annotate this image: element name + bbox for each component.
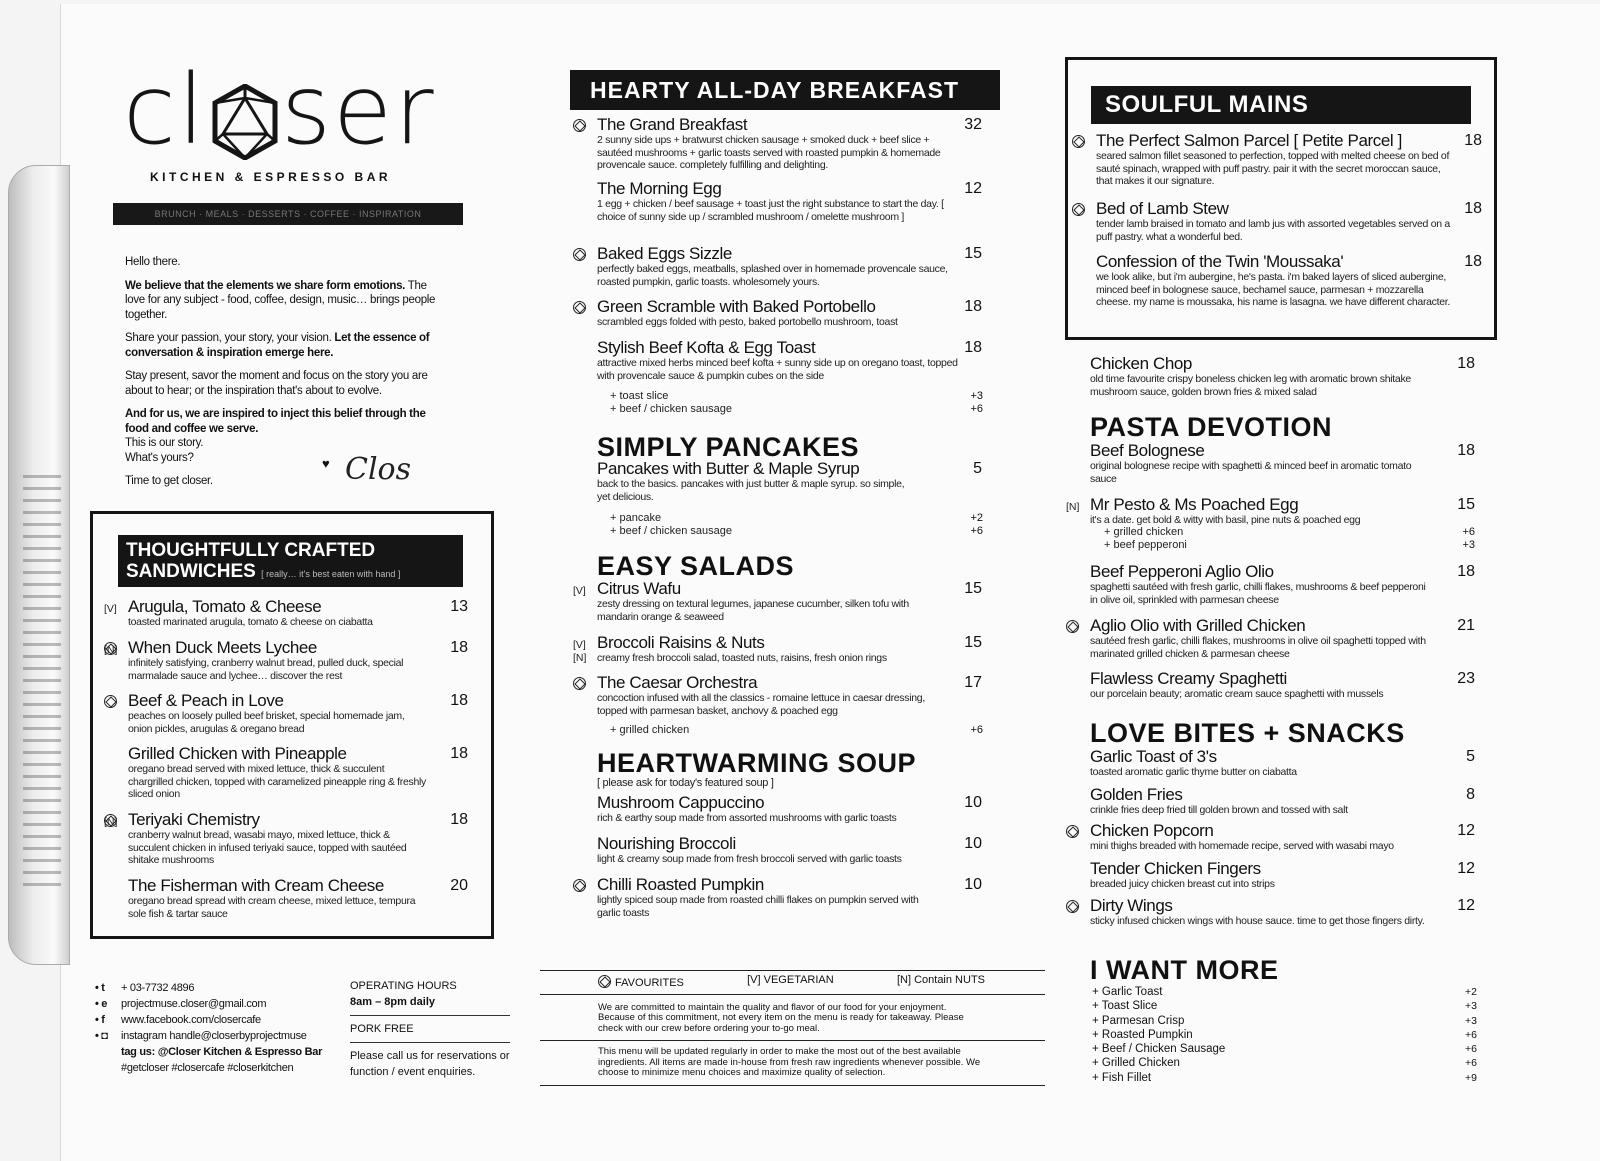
menu-item [1090,670,1475,701]
intro-text: Hello there. We believe that the elements we share form emotions. The love for any subject - food, coffee, design, music… brings people together. Share your passion, your story, your vision. Let the essence of conversation & inspiration emerge here. Stay present, savor the moment and focus on the story you are about to hear; or the inspiration that's about to evolve. And for us, we are inspired to inject this belief through the food and coffee we serve. This is our story. What's yours? Time to get closer. [125,255,445,498]
menu-item [104,810,468,867]
item-name: Grilled Chicken with Pineapple [128,744,347,763]
extra-row [1092,985,1477,999]
favourite-icon [104,695,117,708]
item-price: 18 [1457,355,1475,372]
menu-item [1090,860,1475,891]
extra-price: +9 [1465,1071,1477,1084]
item-description: 1 egg + chicken / beef sausage + toast just the right substance to start the day. [ choice of sunny side up / scrambled mushroom / omelette mushroom ] [597,198,944,223]
section-heading: I WANT MORE [1090,955,1279,985]
item-description: sautéed fresh garlic, chilli flakes, mushrooms in olive oil spaghetti topped with marinated grilled chicken & parmesan cheese [1090,635,1426,660]
item-price: 5 [973,460,982,477]
item-price: 32 [964,116,982,133]
addon-row [610,525,983,538]
item-price: 12 [1457,897,1475,914]
item-price: 18 [964,339,982,356]
item-name: Garlic Toast of 3's [1090,747,1217,766]
item-price: 18 [1464,200,1482,217]
menu-item [597,876,982,919]
menu-item [1090,897,1475,928]
item-price: 15 [964,245,982,262]
menu-item [104,597,468,629]
favourite-icon [573,119,586,132]
menu-item [1090,786,1475,817]
item-price: 15 [964,634,982,651]
extra-price: +3 [1465,1000,1477,1013]
section-heading: PASTA DEVOTION [1090,412,1333,442]
addon-row [610,390,983,403]
menu-item [104,638,468,682]
item-price: 18 [450,692,468,709]
sandwiches-box [90,511,494,939]
item-name: Flawless Creamy Spaghetti [1090,669,1287,688]
diet-tag: [N] [1066,501,1080,513]
item-price: 10 [964,876,982,893]
item-description: sticky infused chicken wings with house sauce. time to get those fingers dirty. [1090,915,1425,927]
addon-label: + grilled chicken [610,724,690,736]
menu-item [128,692,468,735]
item-name: Chicken Chop [1090,354,1192,373]
item-name: Stylish Beef Kofta & Egg Toast [597,338,816,357]
item-description: cranberry walnut bread, wasabi mayo, mixed lettuce, thick & succulent chicken in infused teriyaki sauce, topped with sautéed shitake mushrooms [128,829,407,866]
item-price: 12 [964,180,982,197]
left-column [85,0,515,1161]
item-description: back to the basics. pancakes with just butter & maple syrup. so simple, yet delicious. [597,478,905,503]
favourite-icon [573,301,586,314]
menu-item [1090,563,1475,606]
logo-text: cl [123,54,207,166]
menu-item [597,339,982,382]
item-price: 18 [1464,132,1482,149]
extra-label: + Beef / Chicken Sausage [1092,1043,1226,1056]
item-name: Tender Chicken Fingers [1090,859,1261,878]
addon-row [610,403,983,416]
section-heading: SIMPLY PANCAKES [597,432,860,462]
item-description: concoction infused with all the classics - romaine lettuce in caesar dressing, topped with parmesan basket, anchovy & poached egg [597,692,925,717]
item-name: Aglio Olio with Grilled Chicken [1090,616,1306,635]
item-price: 21 [1457,617,1475,634]
extra-row [1092,1028,1477,1042]
item-name: Beef Bolognese [1090,441,1205,460]
intro-greeting: Hello there. [125,256,181,268]
item-description: mini thighs breaded with homemade recipe, served with wasabi mayo [1090,840,1394,852]
section-heading: EASY SALADS [597,551,795,581]
item-price: 18 [450,811,468,828]
item-description: toasted aromatic garlic thyme butter on ciabatta [1090,766,1297,778]
menu-item [1090,355,1475,398]
logo-subtitle: KITCHEN & ESPRESSO BAR [150,170,392,184]
addon-row [610,724,983,737]
mains-box [1065,57,1497,340]
extra-label: + Roasted Pumpkin [1092,1028,1193,1041]
menu-item [128,877,468,920]
favourite-icon [1072,135,1085,148]
extra-row [1092,1042,1477,1056]
menu-item [1066,495,1475,527]
addon-label: + grilled chicken [1104,526,1184,538]
section-heading: LOVE BITES + SNACKS [1090,718,1405,748]
favourite-icon [573,677,586,690]
item-description: infinitely satisfying, cranberry walnut bread, pulled duck, special marmalade sauce and lychee… discover the rest [128,657,404,682]
hashtags: #getcloser #closercafe #closerkitchen [121,1062,294,1074]
item-description: spaghetti sautéed with fresh garlic, chilli flakes, mushrooms & beef pepperoni in olive oil, sprinkled with parmesan cheese [1090,581,1426,606]
favourite-icon [598,975,611,988]
intro-closing: Time to get closer. [125,475,213,487]
item-description: attractive mixed herbs minced beef kofta + sunny side up on oregano toast, topped with provencale sauce & pumpkin cubes on the side [597,357,958,382]
menu-item [1090,748,1475,779]
addon-label: + beef / chicken sausage [610,403,732,415]
favourite-icon [1066,900,1079,913]
tag-us: tag us: @Closer Kitchen & Espresso Bar [121,1046,323,1058]
addon-price: +6 [970,403,983,415]
soup-note: [ please ask for today's featured soup ] [597,777,774,789]
extra-price: +6 [1465,1028,1477,1041]
item-description: peaches on loosely pulled beef brisket, special homemade jam, onion pickles, arugulas & oregano bread [128,710,405,735]
menu-item [597,180,982,223]
item-description: zesty dressing on textural legumes, japanese cucumber, silken tofu with mandarin orange & seaweed [597,598,909,623]
email-address: projectmuse.closer@gmail.com [121,998,267,1010]
item-price: 18 [450,745,468,762]
item-name: The Grand Breakfast [597,115,748,134]
favourite-icon [1066,825,1079,838]
binder-edge [8,165,70,965]
menu-item [1096,253,1482,309]
addon-price: +3 [1462,539,1475,551]
item-price: 18 [450,639,468,656]
extra-label: + Grilled Chicken [1092,1057,1180,1070]
item-price: 10 [964,835,982,852]
item-price: 17 [964,674,982,691]
item-name: The Fisherman with Cream Cheese [128,876,384,895]
item-name: The Morning Egg [597,179,722,198]
menu-item [1090,822,1475,853]
diet-tag: [V] [104,603,117,615]
item-description: rich & earthy soup made from assorted mushrooms with garlic toasts [597,812,897,824]
item-name: Green Scramble with Baked Portobello [597,297,876,316]
item-description: oregano bread served with mixed lettuce, thick & succulent chargrilled chicken, topped with caramelized pineapple ring & freshly sliced onion [128,763,426,800]
extra-label: + Toast Slice [1092,1000,1158,1013]
item-name: Bed of Lamb Stew [1096,199,1229,218]
item-price: 20 [450,877,468,894]
mains-title: SOULFUL MAINS [1091,86,1471,124]
menu-item [597,674,982,717]
item-name: Golden Fries [1090,785,1183,804]
extra-label: + Garlic Toast [1092,986,1163,998]
addon-row [610,512,983,525]
heart-icon: ♥ [322,456,330,471]
menu-item [573,633,982,665]
extra-price: +2 [1465,986,1477,998]
extra-price: +6 [1465,1057,1477,1070]
item-description: light & creamy soup made from fresh broccoli served with garlic toasts [597,853,902,865]
item-name: Nourishing Broccoli [597,834,736,853]
menu-item [573,579,982,623]
item-description: tender lamb braised in tomato and lamb jus with assorted vegetables served on a puff pastry. what a wonderful bed. [1096,218,1450,243]
addon-row [1104,526,1475,539]
item-name: Arugula, Tomato & Cheese [128,597,322,616]
menu-legend: FAVOURITES [V] VEGETARIAN [N] Contain NUTS We are committed to maintain the quality and flavor of our food for your enjoyment. Because of this commitment, not every item on the menu is ready for takeaway. Please check with our crew before ordering your to-go meal. This menu will be updated regularly in order to make the most out of the best available ingredients. All items are made in-house from fresh raw ingredients whenever possible. We choose to minimize menu choices and maximize quality of selection. [540,970,1045,1086]
item-name: Beef & Peach in Love [128,691,284,710]
diet-tag: [N] [573,652,587,664]
extra-row [1092,1071,1477,1085]
diet-tag: [N] [104,816,118,828]
extra-price: +6 [1465,1043,1477,1056]
addon-label: + toast slice [610,390,669,402]
item-name: When Duck Meets Lychee [128,638,317,657]
favourite-icon [573,248,586,261]
menu-item [1090,617,1475,660]
addon-label: + beef pepperoni [1104,539,1187,551]
item-price: 18 [1457,442,1475,459]
item-price: 23 [1457,670,1475,687]
diet-tag: [N] [104,644,118,656]
item-name: Mushroom Cappuccino [597,793,765,812]
instagram-handle: instagram handle@closerbyprojectmuse [121,1030,307,1042]
menu-item [1096,200,1482,243]
addon-row [1104,539,1475,552]
diet-tag: [V] [573,585,586,597]
item-description: breaded juicy chicken breast cut into strips [1090,878,1275,890]
favourite-icon [1072,203,1085,216]
logo-icosahedron-icon [211,84,279,160]
item-description: oregano bread spread with cream cheese, mixed lettuce, tempura sole fish & tartar sauce [128,895,416,920]
item-name: Dirty Wings [1090,896,1173,915]
extra-label: + Parmesan Crisp [1092,1014,1185,1027]
item-price: 12 [1457,860,1475,877]
item-description: lightly spiced soup made from roasted chilli flakes on pumpkin served with garlic toasts [597,894,919,919]
extra-row [1092,1014,1477,1028]
item-description: crinkle fries deep fried till golden brown and tossed with salt [1090,804,1348,816]
item-price: 15 [1457,496,1475,513]
menu-item [1090,442,1475,485]
breakfast-title: HEARTY ALL-DAY BREAKFAST [570,70,1000,110]
addon-label: + beef / chicken sausage [610,525,732,537]
item-name: Citrus Wafu [597,579,681,598]
addon-price: +3 [970,390,983,402]
menu-item [597,460,982,503]
item-name: Confession of the Twin 'Moussaka' [1096,252,1344,271]
diet-tag: [V] [573,639,586,651]
menu-item [597,245,982,288]
item-name: The Perfect Salmon Parcel [ Petite Parcel ] [1096,131,1402,150]
signature: Clos [345,452,412,487]
item-name: Beef Pepperoni Aglio Olio [1090,562,1274,581]
extra-label: + Fish Fillet [1092,1071,1152,1084]
item-name: Pancakes with Butter & Maple Syrup [597,459,860,478]
item-price: 8 [1466,786,1475,803]
item-description: 2 sunny side ups + bratwurst chicken sausage + smoked duck + beef slice + sautéed mushrooms + garlic toasts served with roasted pumpkin & homemade provencale sauce. completely fulfilling and delighting. [597,134,941,171]
extra-row [1092,999,1477,1013]
item-price: 18 [1464,253,1482,270]
category-bar: BRUNCH · MEALS · DESSERTS · COFFEE · INSPIRATION [113,203,463,225]
item-name: Mr Pesto & Ms Poached Egg [1090,495,1299,514]
favourite-icon [1066,620,1079,633]
menu-item [597,298,982,329]
logo: cl ser [123,54,436,166]
menu-item [597,794,982,825]
addon-price: +6 [1462,526,1475,538]
item-description: seared salmon fillet seasoned to perfection, topped with melted cheese on bed of sauté spinach, wrapped with puff pastry. pair it with the secret moroccan sauce, that makes it our signature. [1096,150,1450,187]
addon-label: + pancake [610,512,662,524]
item-description: perfectly baked eggs, meatballs, splashed over in homemade provencale sauce, roasted pumpkin, garlic toasts. wholesomely yours. [597,263,948,288]
item-description: creamy fresh broccoli salad, toasted nuts, raisins, fresh onion rings [597,652,887,664]
extra-row [1092,1056,1477,1070]
operating-hours: OPERATING HOURS 8am – 8pm daily PORK FREE Please call us for reservations or function / event enquiries. [350,980,510,1078]
item-description: our porcelain beauty; aromatic cream sauce spaghetti with mussels [1090,688,1384,700]
item-name: Broccoli Raisins & Nuts [597,633,765,652]
menu-item [1096,132,1482,188]
item-description: old time favourite crispy boneless chicken leg with aromatic brown shitake mushroom sauce, golden brown fries & mixed salad [1090,373,1411,398]
item-description: scrambled eggs folded with pesto, baked portobello mushroom, toast [597,316,898,328]
addon-price: +6 [970,724,983,736]
extra-price: +3 [1465,1014,1477,1027]
addon-price: +6 [970,525,983,537]
item-name: Baked Eggs Sizzle [597,244,732,263]
item-price: 10 [964,794,982,811]
item-description: toasted marinated arugula, tomato & cheese on ciabatta [128,616,373,628]
item-description: we look alike, but i'm aubergine, he's pasta. i'm baked layers of sliced aubergine, minced beef in bolognese sauce, bechamel sauce, parmesan + mozzarella cheese. my name is moussaka, his name is lasagna. we have different character. [1096,271,1451,308]
item-price: 18 [1457,563,1475,580]
favourite-icon [573,879,586,892]
extras-list [1092,985,1477,1085]
item-name: Chicken Popcorn [1090,821,1214,840]
item-price: 15 [964,580,982,597]
item-price: 18 [964,298,982,315]
menu-item [597,835,982,866]
item-description: it's a date. get bold & witty with basil, pine nuts & poached egg [1090,514,1361,526]
item-price: 5 [1466,748,1475,765]
menu-item [128,745,468,801]
facebook-url: www.facebook.com/closercafe [121,1014,261,1026]
addon-price: +2 [970,512,983,524]
contact-info: • t + 03-7732 4896 • e projectmuse.closer@gmail.com • f www.facebook.com/closercafe • ◘ instagram handle@closerbyprojectmuse tag us: @Closer Kitchen & Espresso Bar #getcloser #closercafe #closerkitchen [95,980,515,1076]
item-price: 12 [1457,822,1475,839]
sandwiches-title: THOUGHTFULLY CRAFTED SANDWICHES [ really… it's best eaten with hand ] [118,535,463,587]
item-description: original bolognese recipe with spaghetti & minced beef in aromatic tomato sauce [1090,460,1412,485]
item-price: 13 [450,598,468,615]
section-heading: HEARTWARMING SOUP [597,748,916,778]
item-name: The Caesar Orchestra [597,673,758,692]
item-name: Teriyaki Chemistry [128,810,260,829]
menu-item [597,116,982,172]
item-name: Chilli Roasted Pumpkin [597,875,764,894]
phone-number: + 03-7732 4896 [121,982,195,994]
